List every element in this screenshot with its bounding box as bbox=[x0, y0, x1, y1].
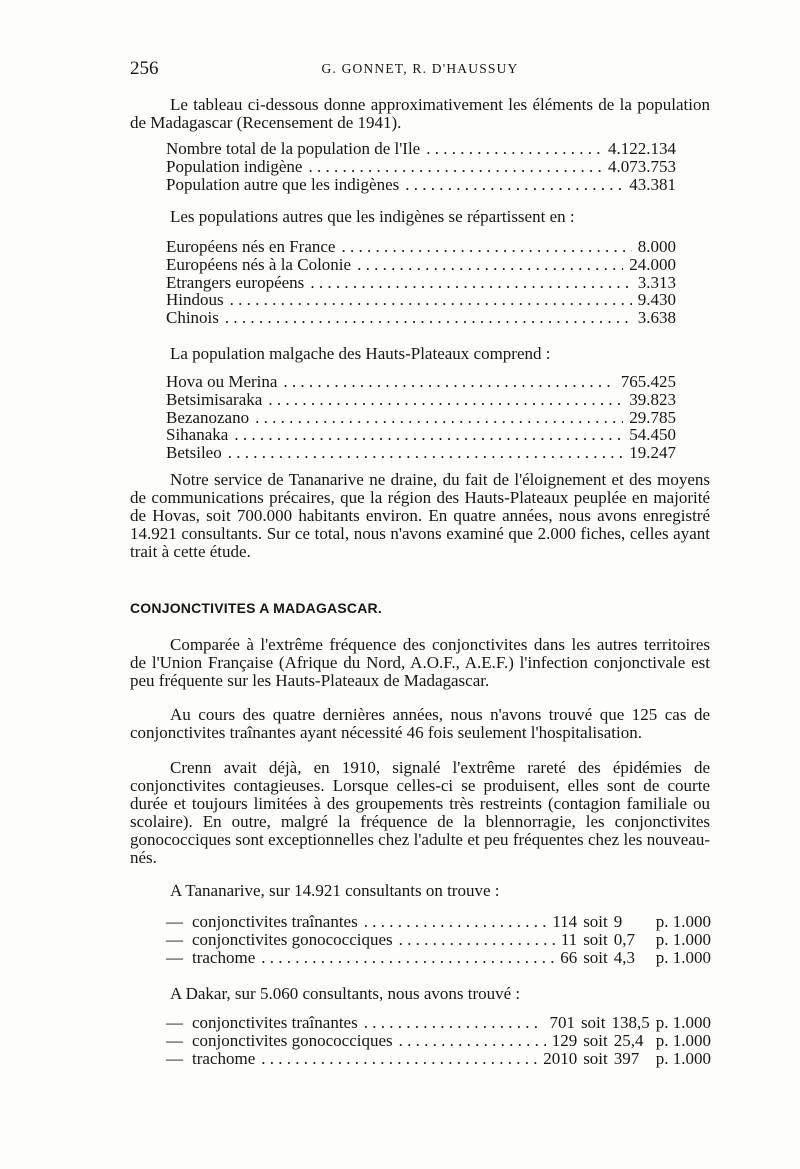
row-per: p. 1.000 bbox=[655, 947, 711, 967]
item-label: Européens nés en France bbox=[166, 237, 336, 256]
row-count: 11 bbox=[560, 929, 578, 949]
row-per: p. 1.000 bbox=[655, 912, 711, 931]
item-value: 29.785 bbox=[629, 407, 676, 427]
row-per: p. 1.000 bbox=[655, 929, 711, 949]
leader-dots bbox=[364, 913, 547, 931]
page-header bbox=[130, 58, 710, 82]
table-row bbox=[166, 931, 711, 949]
leader-dots bbox=[268, 391, 623, 409]
row-soit: soit bbox=[583, 1030, 608, 1050]
dash: — bbox=[166, 912, 183, 931]
item-value: 3.313 bbox=[637, 272, 676, 292]
leader-dots bbox=[341, 238, 631, 256]
section-title: CONJONCTIVITES A MADAGASCAR. bbox=[130, 600, 382, 616]
item-label: Hindous bbox=[166, 290, 224, 310]
item-label: Chinois bbox=[166, 308, 219, 328]
row-rate: 0,7 bbox=[613, 929, 635, 949]
leader-dots bbox=[399, 1032, 546, 1050]
table-row bbox=[166, 1014, 711, 1032]
row-label: conjonctivites traînantes bbox=[192, 912, 358, 931]
row-rate: 4,3 bbox=[613, 947, 635, 967]
row-count: 129 bbox=[551, 1030, 578, 1050]
item-value: 3.638 bbox=[637, 308, 676, 328]
list-item bbox=[166, 291, 676, 309]
list-item bbox=[166, 426, 676, 444]
item-label: Nombre total de la population de l'Ile bbox=[166, 139, 421, 158]
item-value: 765.425 bbox=[620, 372, 676, 391]
item-label: Hova ou Merina bbox=[166, 372, 278, 391]
list-item bbox=[166, 274, 676, 292]
leader-dots bbox=[225, 309, 632, 327]
dash: — bbox=[166, 929, 183, 949]
row-count: 2010 bbox=[543, 1048, 578, 1068]
list-item bbox=[166, 391, 676, 409]
list-item bbox=[166, 444, 676, 462]
item-value: 24.000 bbox=[629, 254, 676, 274]
list-item bbox=[166, 373, 676, 391]
item-value: 4.073.753 bbox=[608, 156, 676, 176]
dash: — bbox=[166, 1030, 183, 1050]
item-label: Population indigène bbox=[166, 156, 303, 176]
leader-dots bbox=[228, 444, 624, 462]
list-item bbox=[166, 309, 676, 327]
row-per: p. 1.000 bbox=[655, 1013, 711, 1032]
item-label: Bezanozano bbox=[166, 407, 250, 427]
list-item bbox=[166, 176, 676, 194]
tananarive-list bbox=[166, 913, 711, 966]
item-value: 19.247 bbox=[629, 443, 676, 463]
page-number: 256 bbox=[130, 58, 159, 79]
item-value: 4.122.134 bbox=[608, 139, 676, 158]
row-per: p. 1.000 bbox=[655, 1048, 711, 1068]
leader-dots bbox=[364, 1014, 544, 1032]
section-paragraph: Crenn avait déjà, en 1910, signalé l'extrême rareté des épidémies de conjonctivites contagieuses. Lorsque celles-ci se produisent, elles sont de courte durée et toujours limitées à des groupements très restreints (contagion familiale ou scolaire). En outre, malgré la fréquence de la blennorragie, les conjonctivites gonococciques sont exceptionnelles chez l'adulte et peu fréquentes chez les nouveau-nés. bbox=[130, 758, 710, 867]
leader-dots bbox=[357, 256, 623, 274]
row-soit: soit bbox=[583, 929, 608, 949]
dash: — bbox=[166, 1048, 183, 1068]
leader-dots bbox=[426, 140, 602, 158]
item-label: Sihanaka bbox=[166, 425, 229, 445]
row-count: 701 bbox=[549, 1013, 575, 1032]
row-label: trachome bbox=[192, 1048, 256, 1068]
table-row bbox=[166, 1032, 711, 1050]
row-label: conjonctivites gonococciques bbox=[192, 929, 393, 949]
row-rate: 25,4 bbox=[613, 1030, 644, 1050]
non-indigenous-intro: Les populations autres que les indigènes se répartissent en : bbox=[170, 207, 575, 226]
item-label: Etrangers européens bbox=[166, 272, 305, 292]
section-paragraph: Comparée à l'extrême fréquence des conjonctivites dans les autres territoires de l'Union Française (Afrique du Nord, A.O.F., A.E.F.) l'infection conjonctivale est peu fréquente sur les Hauts-Plateaux de Madagascar. bbox=[130, 635, 710, 690]
malagasy-list bbox=[166, 373, 676, 462]
leader-dots bbox=[261, 949, 554, 967]
row-count: 66 bbox=[560, 947, 578, 967]
item-label: Européens nés à la Colonie bbox=[166, 254, 352, 274]
table-row bbox=[166, 949, 711, 967]
table-row bbox=[166, 913, 711, 931]
row-count: 114 bbox=[552, 912, 578, 931]
row-soit: soit bbox=[583, 1048, 608, 1068]
row-label: conjonctivites traînantes bbox=[192, 1013, 358, 1032]
item-value: 8.000 bbox=[637, 237, 676, 256]
dash: — bbox=[166, 947, 183, 967]
service-paragraph: Notre service de Tananarive ne draine, du fait de l'éloignement et des moyens de communications précaires, que la région des Hauts-Plateaux peuplée en majorité de Hovas, soit 700.000 habitants environ. En quatre années, nous avons enregistré 14.921 consultants. Sur ce total, nous n'avons examiné que 2.000 fiches, celles ayant trait à cette étude. bbox=[130, 470, 710, 561]
item-value: 54.450 bbox=[629, 425, 676, 445]
dakar-list bbox=[166, 1014, 711, 1067]
leader-dots bbox=[255, 409, 623, 427]
item-label: Betsimisaraka bbox=[166, 389, 263, 409]
leader-dots bbox=[230, 291, 632, 309]
row-rate: 9 bbox=[613, 912, 623, 931]
list-item bbox=[166, 256, 676, 274]
non-indigenous-list bbox=[166, 238, 676, 327]
row-rate: 138,5 bbox=[611, 1013, 650, 1032]
malagasy-intro: La population malgache des Hauts-Plateaux comprend : bbox=[170, 344, 551, 363]
item-label: Population autre que les indigènes bbox=[166, 174, 400, 194]
leader-dots bbox=[308, 158, 602, 176]
leader-dots bbox=[283, 373, 614, 391]
leader-dots bbox=[310, 274, 631, 292]
leader-dots bbox=[234, 426, 623, 444]
dash: — bbox=[166, 1013, 183, 1032]
list-item bbox=[166, 158, 676, 176]
leader-dots bbox=[405, 176, 623, 194]
list-item bbox=[166, 140, 676, 158]
item-value: 43.381 bbox=[629, 174, 676, 194]
row-soit: soit bbox=[583, 947, 608, 967]
item-label: Betsileo bbox=[166, 443, 222, 463]
dakar-intro: A Dakar, sur 5.060 consultants, nous avons trouvé : bbox=[170, 984, 521, 1003]
item-value: 9.430 bbox=[637, 290, 676, 310]
section-paragraph: Au cours des quatre dernières années, nous n'avons trouvé que 125 cas de conjonctivites traînantes ayant nécessité 46 fois seulement l'hospitalisation. bbox=[130, 705, 710, 742]
row-label: conjonctivites gonococciques bbox=[192, 1030, 393, 1050]
item-value: 39.823 bbox=[629, 389, 676, 409]
leader-dots bbox=[261, 1050, 537, 1068]
row-soit: soit bbox=[580, 1013, 606, 1032]
intro-paragraph: Le tableau ci-dessous donne approximativement les éléments de la population de Madagascar (Recensement de 1941). bbox=[130, 95, 710, 132]
list-item bbox=[166, 238, 676, 256]
leader-dots bbox=[399, 931, 555, 949]
table-row bbox=[166, 1050, 711, 1068]
running-head: G. GONNET, R. D'HAUSSUY bbox=[321, 61, 519, 76]
row-soit: soit bbox=[583, 912, 608, 931]
tananarive-intro: A Tananarive, sur 14.921 consultants on trouve : bbox=[170, 881, 500, 900]
list-item bbox=[166, 409, 676, 427]
totals-list bbox=[166, 140, 676, 193]
row-label: trachome bbox=[192, 947, 256, 967]
row-rate: 397 bbox=[613, 1048, 640, 1068]
row-per: p. 1.000 bbox=[655, 1030, 711, 1050]
